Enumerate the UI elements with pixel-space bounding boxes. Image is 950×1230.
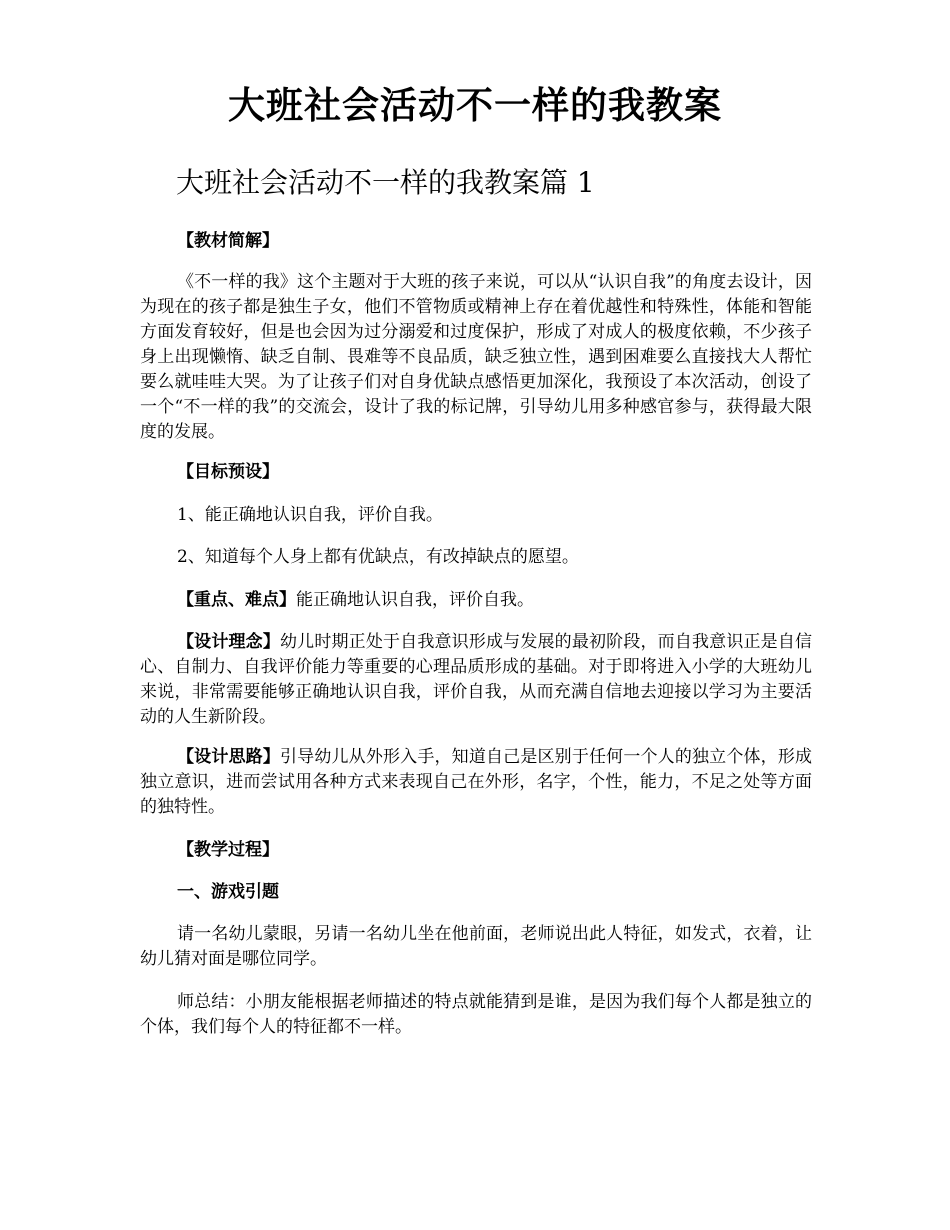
key-text: 能正确地认识自我，评价自我。 [296, 590, 534, 610]
section-title: 大班社会活动不一样的我教案篇 1 [176, 166, 595, 199]
idea-text: 幼儿时期正处于自我意识形成与发展的最初阶段，而自我意识正是自信心、自制力、自我评价能力等重要的心理品质形成的基础。对于即将进入小学的大班幼儿来说，非常需要能够正确地认识自我，评价自我，从而充满自信地去迎接以学习为主要活动的人生新阶段。 [140, 632, 812, 727]
summary-paragraph: 师总结：小朋友能根据老师描述的特点就能猜到是谁，是因为我们每个人都是独立的个体，我们每个人的特征都不一样。 [140, 992, 812, 1037]
material-paragraph: 《不一样的我》这个主题对于大班的孩子来说，可以从“认识自我”的角度去设计，因为现在的孩子都是独生子女，他们不管物质或精神上存在着优越性和特殊性，体能和智能方面发育较好，但是也会因为过分溺爱和过度保护，形成了对成人的极度依赖，不少孩子身上出现懒惰、缺乏自制、畏难等不良品质，缺乏独立性，遇到困难要么直接找大人帮忙要么就哇哇大哭。为了让孩子们对自身优缺点感悟更加深化，我预设了本次活动，创设了一个“不一样的我”的交流会，设计了我的标记牌，引导幼儿用多种感官参与，获得最大限度的发展。 [140, 272, 812, 442]
key-heading: 【重点、难点】 [177, 590, 296, 610]
key-paragraph [140, 588, 812, 613]
step1-paragraph: 请一名幼儿蒙眼，另请一名幼儿坐在他前面，老师说出此人特征，如发式，衣着，让幼儿猜对面是哪位同学。 [140, 924, 812, 969]
goal-heading: 【目标预设】 [177, 462, 279, 482]
thought-paragraph [140, 745, 812, 820]
material-heading: 【教材简解】 [177, 231, 279, 251]
step1-heading: 一、游戏引题 [177, 882, 279, 902]
idea-heading: 【设计理念】 [177, 632, 280, 652]
page-title: 大班社会活动不一样的我教案 [228, 83, 722, 127]
process-heading: 【教学过程】 [177, 840, 279, 860]
thought-heading: 【设计思路】 [177, 747, 280, 767]
idea-paragraph [140, 630, 812, 730]
goal-item-2: 2、知道每个人身上都有优缺点，有改掉缺点的愿望。 [177, 547, 579, 567]
thought-text: 引导幼儿从外形入手，知道自己是区别于任何一个人的独立个体，形成独立意识，进而尝试用各种方式来表现自己在外形，名字，个性，能力，不足之处等方面的独特性。 [140, 747, 812, 817]
goal-item-1: 1、能正确地认识自我，评价自我。 [177, 505, 443, 525]
